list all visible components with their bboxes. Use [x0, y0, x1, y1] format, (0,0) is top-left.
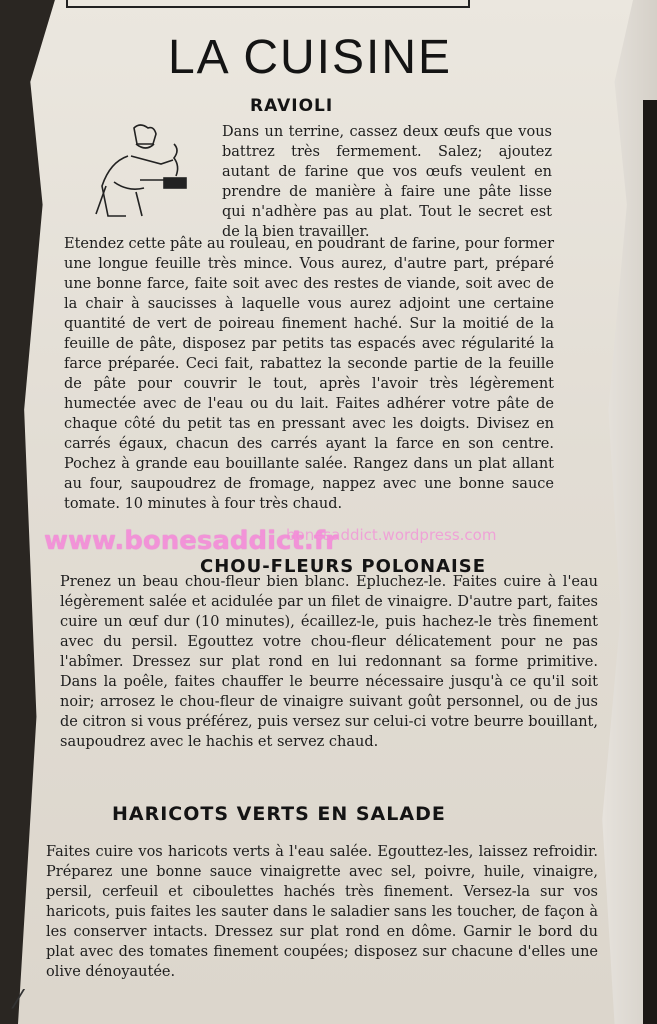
background-scan-edge [643, 100, 657, 1024]
section-heading-haricots: HARICOTS VERTS EN SALADE [112, 803, 446, 825]
ravioli-intro-text: Dans un terrine, cassez deux œufs que vous battrez très fermement. Salez; ajoutez autant de farine que vos œufs veulent en prendre de manière à faire une pâte lisse qui n'adhère pas au plat. Tout le secret est de la bien travailler. [222, 124, 552, 240]
watermark-url: bonesaddict.wordpress.com [286, 526, 497, 544]
section-heading-ravioli: RAVIOLI [250, 96, 334, 116]
section-heading-chou-fleurs: CHOU-FLEURS POLONAISE [200, 556, 487, 577]
ravioli-body-text: Etendez cette pâte au rouleau, en poudrant de farine, pour former une longue feuille très mince. Vous aurez, d'autre part, préparé une bonne farce, faite soit avec des restes de viande, soit avec de la chair à saucisses à laquelle vous aurez adjoint une certaine quantité de vert de poireau finement haché. Sur la moitié de la feuille de pâte, disposez par petits tas espacés avec régularité la farce préparée. Ceci fait, rabattez la seconde partie de la feuille de pâte pour couvrir le tout, après l'avoir très légèrement humectée avec de l'eau ou du lait. Faites adhérer votre pâte de chaque côté du petit tas en pressant avec les doigts. Divisez en carrés égaux, chacun des carrés ayant la farce en son centre. Pochez à grande eau bouillante salée. Rangez dans un plat allant au four, saupoudrez de fromage, nappez avec une bonne sauce tomate. 10 minutes à four très chaud. [64, 236, 554, 512]
top-frame-rule [66, 0, 470, 8]
chef-cooking-icon [76, 122, 206, 222]
watermark-text: www.bonesaddict.fr [44, 526, 338, 556]
page-title: LA CUISINE [167, 31, 453, 84]
haricots-body-text: Faites cuire vos haricots verts à l'eau salée. Egouttez-les, laissez refroidir. Préparez une bonne sauce vinaigrette avec sel, poivre, huile, vinaigre, persil, cerfeuil et ciboulettes hachés très finement. Versez-la sur vos haricots, puis faites les sauter dans le saladier sans les toucher, de façon à les conserver intacts. Dressez sur plat rond en dôme. Garnir le bord du plat avec des tomates finement coupées; disposez sur chacune d'elles une olive dénoyautée. [46, 844, 598, 980]
pencil-mark: ⁄ [16, 985, 21, 1015]
chou-fleurs-body-text: Prenez un beau chou-fleur bien blanc. Epluchez-le. Faites cuire à l'eau légèrement salée et acidulée par un filet de vinaigre. D'autre part, faites cuire un œuf dur (10 minutes), écaillez-le, puis hachez-le très finement avec du persil. Egouttez votre chou-fleur délicatement pour ne pas l'abîmer. Dressez sur plat rond en lui redonnant sa forme primitive. Dans la poêle, faites chauffer le beurre nécessaire jusqu'à ce qu'il soit noir; arrosez le chou-fleur de vinaigre suivant goût personnel, ou de jus de citron si vous préférez, puis versez sur celui-ci votre beurre bouillant, saupoudrez avec le hachis et servez chaud. [60, 574, 598, 750]
